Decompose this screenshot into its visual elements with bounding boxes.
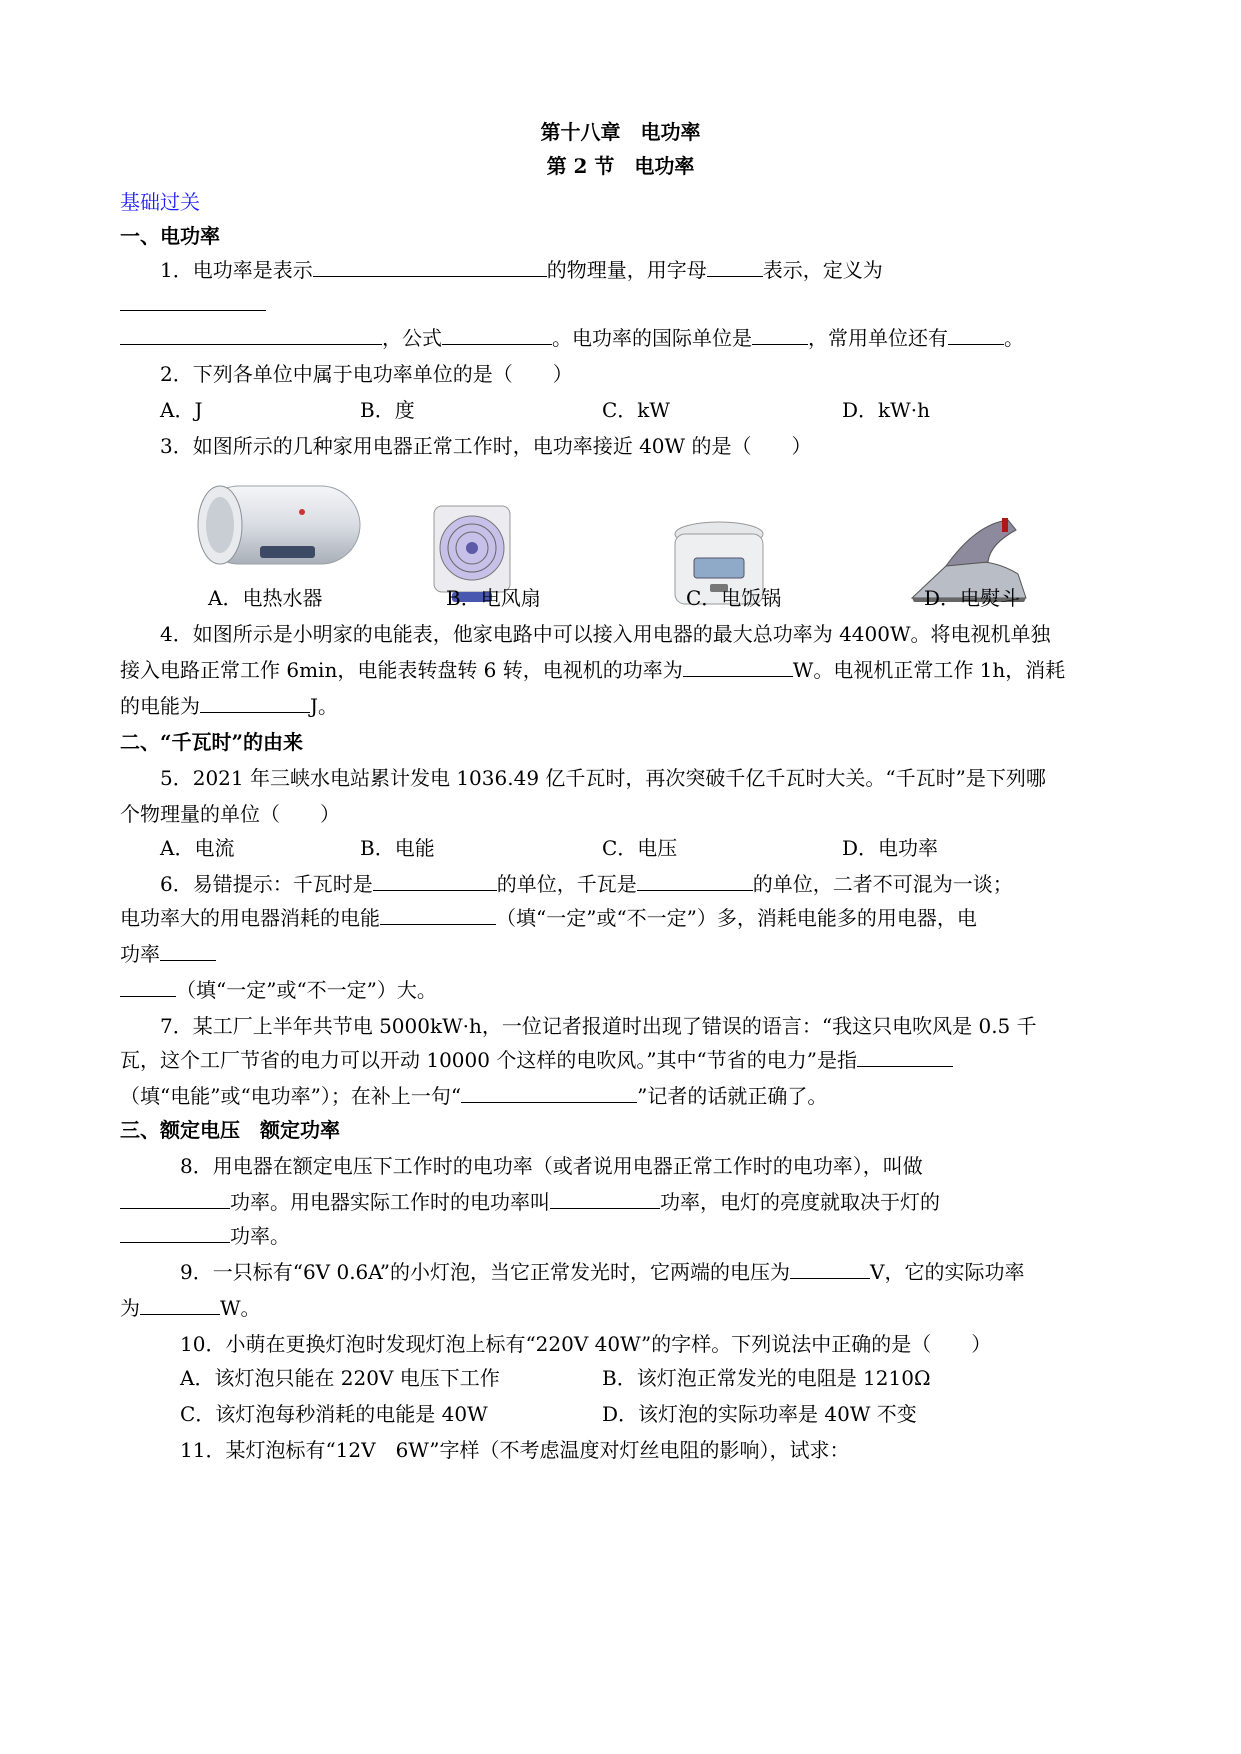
q8-line3: 功率。 — [120, 1222, 290, 1250]
q3-option-c: C．电饭锅 — [686, 586, 782, 610]
q10-option-d: D．该灯泡的实际功率是 40W 不变 — [602, 1402, 917, 1426]
q6-line2: 电功率大的用电器消耗的电能 （填“一定”或“不一定”）多，消耗电能多的用电器，电 — [120, 906, 977, 930]
blank[interactable] — [857, 1046, 953, 1067]
blank[interactable] — [120, 290, 266, 311]
chapter-title: 第十八章 电功率 — [540, 120, 701, 144]
blank[interactable] — [948, 324, 1004, 345]
blank[interactable] — [160, 940, 216, 961]
blank[interactable] — [442, 324, 552, 345]
q7-line2: 瓦，这个工厂节省的电力可以开动 10000 个这样的电吹风。”其中“节省的电力”是指 — [120, 1046, 953, 1074]
blank[interactable] — [120, 1188, 230, 1209]
blank[interactable] — [120, 324, 382, 345]
q10-option-a: A．该灯泡只能在 220V 电压下工作 — [180, 1366, 500, 1390]
q5-option-a: A．电流 — [160, 836, 235, 860]
heading-2: 二、“千瓦时”的由来 — [120, 730, 304, 754]
q4-line2: 接入电路正常工作 6min，电能表转盘转 6 转，电视机的功率为 W。电视机正常工作 1h，消耗 — [120, 658, 1066, 682]
q5-line2: 个物理量的单位（ ） — [120, 802, 340, 826]
q2-option-a: A．J — [160, 398, 203, 422]
water-heater-image — [190, 480, 370, 570]
heading-3: 三、额定电压 额定功率 — [120, 1118, 340, 1142]
q10-option-c: C．该灯泡每秒消耗的电能是 40W — [180, 1402, 488, 1426]
q6-line1: 6．易错提示：千瓦时是 的单位，千瓦是 的单位，二者不可混为一谈； — [160, 872, 1013, 896]
q10-option-b: B．该灯泡正常发光的电阻是 1210Ω — [602, 1366, 931, 1390]
blank[interactable] — [373, 870, 497, 891]
q5-option-d: D．电功率 — [842, 836, 939, 860]
q6-line4: （填“一定”或“不一定”）大。 — [120, 976, 437, 1004]
q4-line1: 4．如图所示是小明家的电能表，他家电路中可以接入用电器的最大总功率为 4400W。将电视机单独 — [160, 622, 1051, 646]
q1-line2 — [120, 290, 266, 318]
q9-line2: 为 W。 — [120, 1296, 261, 1320]
q7-line3: （填“电能”或“电功率”）；在补上一句“ ”记者的话就正确了。 — [120, 1084, 828, 1108]
q3-option-a: A．电热水器 — [208, 586, 323, 610]
q1-line3: ，公式 。电功率的国际单位是 ，常用单位还有 。 — [120, 324, 1024, 352]
blank[interactable] — [683, 656, 793, 677]
q2-option-b: B．度 — [360, 398, 415, 422]
q3-option-b: B．电风扇 — [446, 586, 541, 610]
q3-stem: 3．如图所示的几种家用电器正常工作时，电功率接近 40W 的是（ ） — [160, 434, 812, 458]
q2-option-d: D．kW·h — [842, 398, 930, 422]
q7-line1: 7．某工厂上半年共节电 5000kW·h，一位记者报道时出现了错误的语言：“我这只电吹风是 0.5 千 — [160, 1014, 1037, 1038]
blank[interactable] — [707, 256, 763, 277]
q10-stem: 10．小萌在更换灯泡时发现灯泡上标有“220V 40W”的字样。下列说法中正确的是（ ） — [180, 1332, 992, 1356]
blank[interactable] — [380, 904, 496, 925]
blank[interactable] — [120, 976, 176, 997]
heading-1: 一、电功率 — [120, 224, 220, 248]
blank[interactable] — [461, 1082, 637, 1103]
blank[interactable] — [200, 692, 310, 713]
blank[interactable] — [140, 1294, 220, 1315]
q5-option-c: C．电压 — [602, 836, 678, 860]
blank[interactable] — [550, 1188, 660, 1209]
q3-option-d: D．电熨斗 — [924, 586, 1021, 610]
section-label: 基础过关 — [120, 190, 200, 214]
blank[interactable] — [790, 1258, 870, 1279]
q5-option-b: B．电能 — [360, 836, 435, 860]
q6-line3: 功率 — [120, 940, 216, 968]
q11-stem: 11．某灯泡标有“12V 6W”字样（不考虑温度对灯丝电阻的影响），试求： — [180, 1438, 850, 1462]
q4-line3: 的电能为 J。 — [120, 694, 339, 718]
q8-line2: 功率。用电器实际工作时的电功率叫 功率，电灯的亮度就取决于灯的 — [120, 1188, 940, 1216]
section-title: 第 2 节 电功率 — [546, 154, 695, 178]
q2-stem: 2．下列各单位中属于电功率单位的是（ ） — [160, 362, 573, 386]
q1-line1: 1．电功率是表示 的物理量，用字母 表示，定义为 — [160, 258, 883, 282]
blank[interactable] — [637, 870, 753, 891]
blank[interactable] — [120, 1222, 230, 1243]
q9-line1: 9．一只标有“6V 0.6A”的小灯泡，当它正常发光时，它两端的电压为 V，它的实际功率 — [180, 1260, 1025, 1284]
blank[interactable] — [313, 256, 547, 277]
blank[interactable] — [752, 324, 808, 345]
q5-line1: 5．2021 年三峡水电站累计发电 1036.49 亿千瓦时，再次突破千亿千瓦时大关。“千瓦时”是下列哪 — [160, 766, 1046, 790]
q2-option-c: C．kW — [602, 398, 670, 422]
q8-line1: 8．用电器在额定电压下工作时的电功率（或者说用电器正常工作时的电功率），叫做 — [180, 1154, 923, 1178]
